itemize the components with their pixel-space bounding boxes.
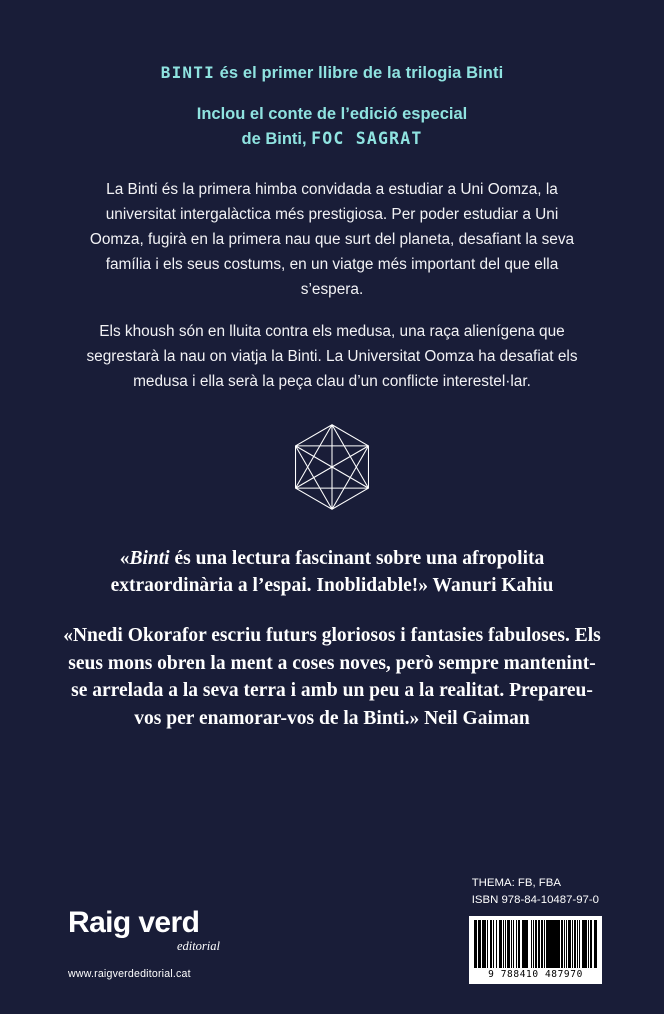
tagline-block bbox=[0, 0, 664, 152]
tagline-secondary-line-1: Inclou el conte de l’edició especial bbox=[196, 105, 468, 124]
series-brand-name: BINTI bbox=[160, 63, 215, 82]
review-blurbs bbox=[62, 545, 602, 733]
publisher-logo bbox=[68, 908, 288, 980]
tagline-secondary bbox=[0, 103, 664, 152]
footer bbox=[0, 864, 664, 1014]
barcode bbox=[469, 916, 602, 984]
synopsis-paragraph: Els khoush són en lluita contra els medusa, una raça alienígena que segrestarà la nau on viatja la Binti. La Universitat Oomza ha desafiat els medusa i ella serà la peça clau d’un conflicte interestel·lar. bbox=[86, 322, 578, 390]
publisher-website: www.raigverdeditorial.cat bbox=[68, 968, 191, 980]
blurb-text: és una lectura fascinant sobre una afropolita extraordinària a l’espai. Inoblidable!» bbox=[110, 547, 545, 597]
emblem-container bbox=[0, 419, 664, 515]
special-edition-title: FOC SAGRAT bbox=[311, 129, 423, 149]
barcode-bars bbox=[474, 920, 597, 968]
quote-open: « bbox=[119, 547, 130, 569]
blurb-attribution: Neil Gaiman bbox=[424, 708, 530, 729]
thema-code: THEMA: FB, FBA bbox=[471, 876, 561, 889]
review-blurb bbox=[62, 545, 602, 600]
review-blurb bbox=[62, 622, 602, 733]
catalog-metadata bbox=[472, 875, 599, 910]
isbn-code: ISBN 978-84-10487-97-0 bbox=[471, 894, 599, 907]
barcode-number: 9 788410 487970 bbox=[488, 969, 583, 980]
synopsis-paragraph: La Binti és la primera himba convidada a estudiar a Uni Oomza, la universitat intergalàctica més prestigiosa. Per poder estudiar a Uni Oomza, fugirà en la primera nau que surt del planeta, desafiant la seva família i els seus costums, en un viatge més important del que ella s’espera. bbox=[89, 180, 575, 298]
blurb-attribution: Wanuri Kahiu bbox=[432, 575, 554, 597]
tagline-primary bbox=[0, 62, 664, 85]
tagline-secondary-line-2 bbox=[0, 127, 664, 152]
publisher-subtitle: editorial bbox=[176, 939, 220, 953]
tagline-secondary-prefix: de Binti, bbox=[241, 130, 312, 149]
tagline-primary-rest: és el primer llibre de la trilogia Binti bbox=[214, 64, 504, 82]
hexagonal-star-emblem-icon bbox=[284, 419, 380, 515]
publisher-name: Raig verd bbox=[68, 906, 200, 939]
quoted-title: Binti bbox=[129, 547, 170, 569]
blurb-text: Nnedi Okorafor escriu futurs gloriosos i fantasies fabuloses. Els seus mons obren la ment a coses noves, però sempre mantenint-se arrelada a la seva terra i amb un peu a la realitat. Prepareu-vos per enamorar-vos de la Binti.» bbox=[68, 624, 601, 729]
quote-open: « bbox=[63, 624, 73, 646]
synopsis bbox=[82, 178, 582, 395]
